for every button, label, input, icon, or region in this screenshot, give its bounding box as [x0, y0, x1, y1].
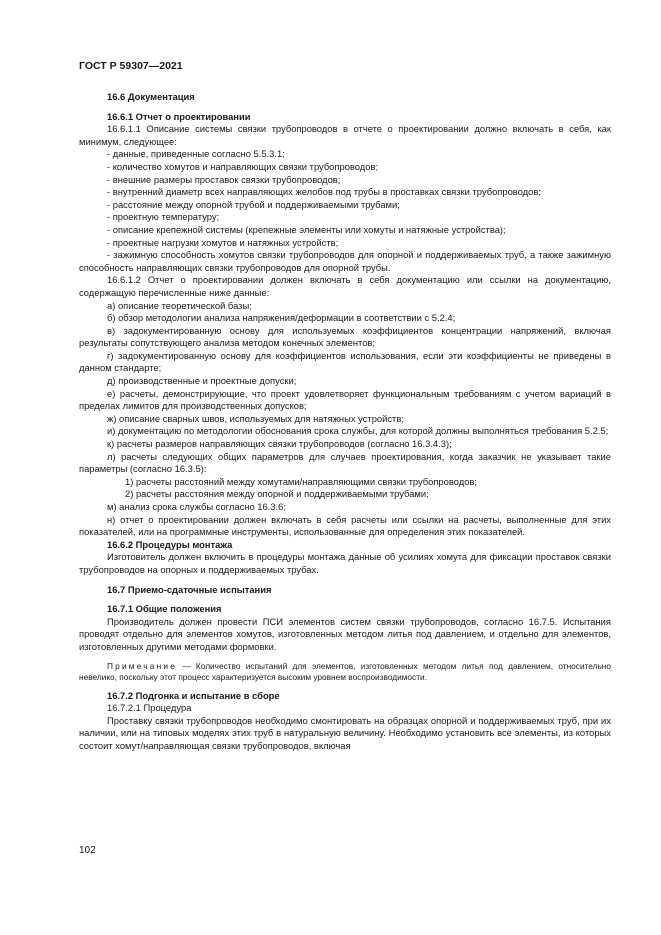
section-heading: 16.7.1 Общие положения: [107, 603, 222, 615]
document-body: [79, 91, 611, 753]
list-item: е) расчеты, демонстрирующие, что проект удовлетворяет функциональным требованиям с учетом вариаций в пределах лимитов для производственных допусков;: [79, 387, 611, 412]
list-item: л) расчеты следующих общих параметров для случаев проектирования, когда заказчик не указывает такие параметры (согласно 16.3.5):: [79, 450, 611, 475]
spacer: [79, 654, 611, 661]
spacer: [79, 577, 611, 584]
list-item: м) анализ срока службы согласно 16.3.6;: [107, 501, 286, 512]
list-item: - проектную температуру;: [107, 211, 220, 223]
page-number: 102: [79, 845, 96, 856]
list-item: д) производственные и проектные допуски;: [107, 375, 297, 387]
paragraph: Проставку связки трубопроводов необходимо смонтировать на образцах опорной и поддерживаемых труб, при их наличии, или на типовых моделях этих труб в натуральную величину. Необходимо установить все элементы, из которых состоит хомут/направляющая связки трубопроводов, включая: [79, 714, 611, 751]
list-item: и) документацию по методологии обоснования срока службы, для которой должны выполняться требования 5.2.5;: [107, 425, 609, 437]
list-item: - проектные нагрузки хомутов и натяжных устройств;: [107, 236, 339, 248]
list-item: ж) описание сварных швов, используемых для натяжных устройств;: [107, 412, 404, 424]
spacer: [79, 104, 611, 111]
list-item: - расстояние между опорной трубой и поддерживаемыми трубами;: [107, 198, 400, 210]
paragraph: 16.7.2.1 Процедура: [107, 702, 192, 714]
section-heading: 16.6.1 Отчет о проектировании: [107, 110, 251, 122]
section-heading: 16.7 Приемо-сдаточные испытания: [107, 583, 272, 595]
list-item: - данные, приведенные согласно 5.5.3.1;: [107, 148, 285, 160]
section-heading: 16.6.2 Процедуры монтажа: [107, 538, 233, 550]
section-heading: 16.6 Документация: [107, 91, 195, 102]
paragraph: Изготовитель должен включить в процедуры монтажа данные об усилиях хомута для фиксации проставок связки трубопроводов на опорных и поддерживаемых трубах.: [79, 551, 611, 575]
list-item: н) отчет о проектировании должен включать в себя расчеты или ссылки на расчеты, выполненные для этих показателей, или на программные инструменты, использованные для определения этих показателей.: [79, 513, 611, 538]
list-item: к) расчеты размеров направляющих связки трубопроводов (согласно 16.3.4.3);: [107, 438, 452, 450]
list-item: - описание крепежной системы (крепежные элементы или хомуты и натяжные устройства);: [107, 223, 506, 235]
note-paragraph: [79, 661, 611, 683]
list-item: а) описание теоретической базы;: [107, 299, 252, 311]
list-item: - внешние размеры проставок связки трубопроводов;: [107, 173, 341, 185]
list-item: - зажимную способность хомутов связки трубопроводов для опорной и поддерживаемых труб, а также зажимную способность направляющих связки трубопроводов для опорной трубы.: [79, 249, 611, 273]
list-item: б) обзор методологии анализа напряжения/деформации в соответствии с 5.2.4;: [107, 312, 456, 324]
paragraph: Производитель должен провести ПСИ элементов систем связки трубопроводов, согласно 16.7.5. Испытания проводят отдельно для элементов хомутов, изготовленных методом литья под давлением, и отдельно для элементов, изготовленных другими методами формовки.: [79, 615, 611, 652]
list-item: 2) расчеты расстояния между опорной и поддерживаемыми трубами;: [125, 488, 429, 500]
paragraph: 16.6.1.2 Отчет о проектировании должен включать в себя документацию или ссылки на документацию, содержащую перечисленные ниже данные:: [79, 274, 611, 298]
list-item: в) задокументированную основу для используемых коэффициентов концентрации напряжений, включая результаты сопутствующего анализа методом конечных элементов;: [79, 324, 611, 349]
spacer: [79, 596, 611, 603]
list-item: - количество хомутов и направляющих связки трубопроводов;: [107, 160, 379, 172]
note-text: — Количество испытаний для элементов, изготовленных методом литья под давлением, относительно невелико, поскольку этот процесс характеризуется высоким уровнем воспроизводимости.: [79, 660, 611, 682]
paragraph: 16.6.1.1 Описание системы связки трубопроводов в отчете о проектировании должно включать в себя, как минимум, следующее:: [79, 123, 611, 147]
section-heading: 16.7.2 Подгонка и испытание в сборе: [107, 689, 280, 701]
list-item: г) задокументированную основу для коэффициентов использования, если эти коэффициенты не приведены в данном стандарте;: [79, 349, 611, 374]
note-label: Примечание: [107, 660, 178, 671]
list-item: 1) расчеты расстояний между хомутами/направляющими связки трубопроводов;: [125, 475, 478, 487]
list-item: - внутренний диаметр всех направляющих желобов под трубы в проставках связки трубопроводов;: [107, 186, 541, 198]
spacer: [79, 683, 611, 690]
standard-header: ГОСТ Р 59307—2021: [79, 60, 183, 72]
